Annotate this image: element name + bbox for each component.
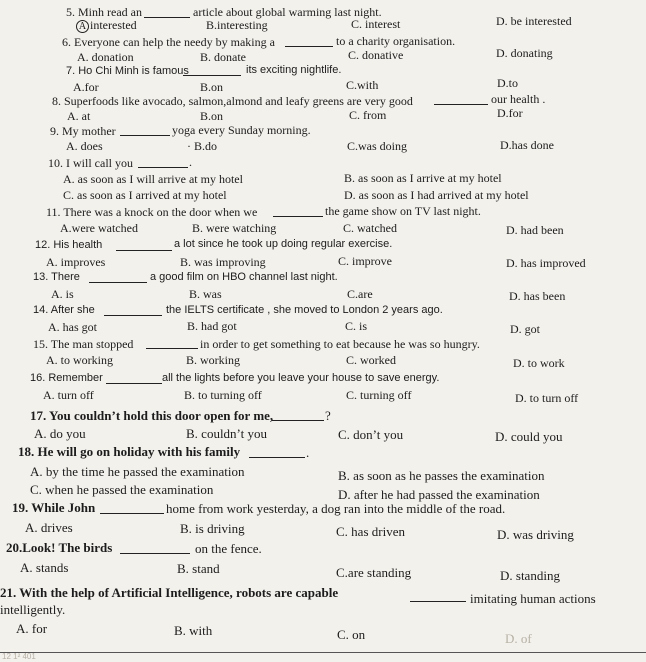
q10-blank <box>138 167 188 168</box>
q6-stem-a: 6. Everyone can help the needy by making a <box>62 35 275 49</box>
q12-option-d: D. has improved <box>506 256 586 270</box>
q13-option-c: C.are <box>347 287 373 301</box>
q14-option-c: C. is <box>345 319 368 333</box>
q18-stem-b: . <box>306 445 310 460</box>
q12-option-c: C. improve <box>338 254 392 268</box>
q6-option-d: D. donating <box>496 46 553 60</box>
q14-option-b: B. had got <box>187 319 237 333</box>
q8-option-c: C. from <box>349 108 387 122</box>
q6-option-a: A. donation <box>77 50 134 64</box>
q6-option-b: B. donate <box>200 50 246 64</box>
q21-stem-c: intelligently. <box>0 602 66 617</box>
q20-option-d: D. standing <box>500 568 560 583</box>
q18-option-a: A. by the time he passed the examination <box>30 464 245 479</box>
footer-rule <box>0 652 646 653</box>
q18-blank <box>249 457 305 458</box>
q13-option-a: A. is <box>51 287 74 301</box>
q17-option-a: A. do you <box>34 426 86 441</box>
q21-option-d: D. of <box>505 631 532 646</box>
q20-option-a: A. stands <box>20 560 69 575</box>
q11-option-a: A.were watched <box>60 221 138 235</box>
q12-blank <box>116 250 172 251</box>
q14-option-a: A. has got <box>48 320 97 334</box>
q14-option-d: D. got <box>510 322 540 336</box>
q18-option-d: D. after he had passed the examination <box>338 487 540 502</box>
q10-option-a: A. as soon as I will arrive at my hotel <box>63 172 243 186</box>
q8-stem-b: our health . <box>491 92 546 106</box>
q20-option-c: C.are standing <box>336 565 412 580</box>
q15-option-a: A. to working <box>46 353 113 367</box>
q7-option-d: D.to <box>497 76 518 90</box>
q7-option-b: B.on <box>200 80 224 94</box>
q15-option-c: C. worked <box>346 353 396 367</box>
q7-stem-a: 7. Ho Chi Minh is famous <box>66 65 189 77</box>
q19-stem-a: 19. While John <box>12 500 96 515</box>
q21-option-a: A. for <box>16 621 48 636</box>
q15-option-d: D. to work <box>513 356 565 370</box>
q5-option-a: A interested <box>76 19 137 33</box>
q13-option-b: B. was <box>189 287 222 301</box>
q16-stem-a: 16. Remember <box>30 372 103 384</box>
q8-option-a: A. at <box>67 109 91 123</box>
q13-blank <box>89 282 147 283</box>
q18-stem-a: 18. He will go on holiday with his family <box>18 444 241 459</box>
q17-stem-a: 17. You couldn’t hold this door open for me, <box>30 408 274 423</box>
q19-blank <box>100 513 164 514</box>
q17-option-c: C. don’t you <box>338 427 404 442</box>
q8-option-b: B.on <box>200 109 224 123</box>
q17-option-d: D. could you <box>495 429 563 444</box>
q14-stem-a: 14. After she <box>33 304 95 316</box>
q10-option-b: B. as soon as I arrive at my hotel <box>344 171 502 185</box>
q6-blank <box>285 46 333 47</box>
q7-option-a: A.for <box>73 80 99 94</box>
q8-stem-a: 8. Superfoods like avocado, salmon,almond and leafy greens are very good <box>52 94 413 108</box>
q7-stem-b: its exciting nightlife. <box>246 64 342 76</box>
q10-stem-b: . <box>189 155 192 169</box>
q5-stem-b: article about global warming last night. <box>193 5 382 19</box>
q13-option-d: D. has been <box>509 289 566 303</box>
circled-answer-mark: A <box>76 20 89 33</box>
q10-option-d: D. as soon as I had arrived at my hotel <box>344 188 529 202</box>
q12-option-a: A. improves <box>46 255 106 269</box>
q21-option-b: B. with <box>174 623 213 638</box>
q21-stem-b: imitating human actions <box>470 591 596 606</box>
q5-stem-a: 5. Minh read an <box>66 5 142 19</box>
q8-option-d: D.for <box>497 106 523 120</box>
q16-option-d: D. to turn off <box>515 391 579 405</box>
q16-blank <box>106 383 162 384</box>
q20-option-b: B. stand <box>177 561 220 576</box>
q9-blank <box>120 135 170 136</box>
q17-option-b: B. couldn’t you <box>186 426 268 441</box>
q19-option-c: C. has driven <box>336 524 405 539</box>
q7-option-c: C.with <box>346 78 379 92</box>
q15-blank <box>146 348 198 349</box>
q7-blank <box>183 75 241 76</box>
q9-option-c: C.was doing <box>347 139 407 153</box>
q10-stem-a: 10. I will call you <box>48 156 133 170</box>
q11-stem-b: the game show on TV last night. <box>325 204 481 218</box>
q18-option-b: B. as soon as he passes the examination <box>338 468 545 483</box>
q5-option-d: D. be interested <box>496 14 572 28</box>
q17-stem-b: ? <box>325 408 331 423</box>
q9-stem-b: yoga every Sunday morning. <box>172 123 311 137</box>
q15-stem-b: in order to get something to eat because he was so hungry. <box>200 337 480 351</box>
q9-option-b: · B.do <box>187 139 217 153</box>
q16-option-c: C. turning off <box>346 388 412 402</box>
q11-stem-a: 11. There was a knock on the door when we <box>46 205 258 219</box>
q9-option-d: D.has done <box>500 138 554 152</box>
q16-option-b: B. to turning off <box>184 388 262 402</box>
q14-blank <box>104 315 162 316</box>
q19-option-b: B. is driving <box>180 521 245 536</box>
q20-stem-b: on the fence. <box>195 541 262 556</box>
q19-option-d: D. was driving <box>497 527 574 542</box>
q9-option-a: A. does <box>66 139 103 153</box>
q9-stem-a: 9. My mother <box>50 124 116 138</box>
q16-stem-b: all the lights before you leave your house to save energy. <box>162 372 440 384</box>
q19-option-a: A. drives <box>25 520 73 535</box>
q12-stem-b: a lot since he took up doing regular exercise. <box>174 238 393 250</box>
q18-option-c: C. when he passed the examination <box>30 482 214 497</box>
q13-stem-b: a good film on HBO channel last night. <box>150 271 338 283</box>
q21-blank <box>410 601 466 602</box>
q11-option-b: B. were watching <box>192 221 277 235</box>
q21-stem-a: 21. With the help of Artificial Intelligence, robots are capable <box>0 585 339 600</box>
q11-option-d: D. had been <box>506 223 564 237</box>
q5-option-c: C. interest <box>351 17 401 31</box>
q12-stem-a: 12. His health <box>35 239 103 251</box>
q5-option-b: B.interesting <box>206 18 268 32</box>
page-footer-marks: 12 1² 401 <box>2 652 36 661</box>
q16-option-a: A. turn off <box>43 388 94 402</box>
q6-option-c: C. donative <box>348 48 404 62</box>
q5-blank <box>144 17 190 18</box>
q20-blank <box>120 553 190 554</box>
q11-option-c: C. watched <box>343 221 397 235</box>
q21-option-c: C. on <box>337 627 366 642</box>
q19-stem-b: home from work yesterday, a dog ran into the middle of the road. <box>166 501 506 516</box>
q15-option-b: B. working <box>186 353 240 367</box>
q14-stem-b: the IELTS certificate , she moved to London 2 years ago. <box>166 304 443 316</box>
q15-stem-a: 15. The man stopped <box>33 337 134 351</box>
q13-stem-a: 13. There <box>33 271 80 283</box>
q10-option-c: C. as soon as I arrived at my hotel <box>63 188 227 202</box>
q17-blank <box>272 420 324 421</box>
q8-blank <box>434 104 488 105</box>
q11-blank <box>273 216 323 217</box>
q12-option-b: B. was improving <box>180 255 266 269</box>
q20-stem-a: 20.Look! The birds <box>6 540 113 555</box>
q6-stem-b: to a charity organisation. <box>336 34 456 48</box>
